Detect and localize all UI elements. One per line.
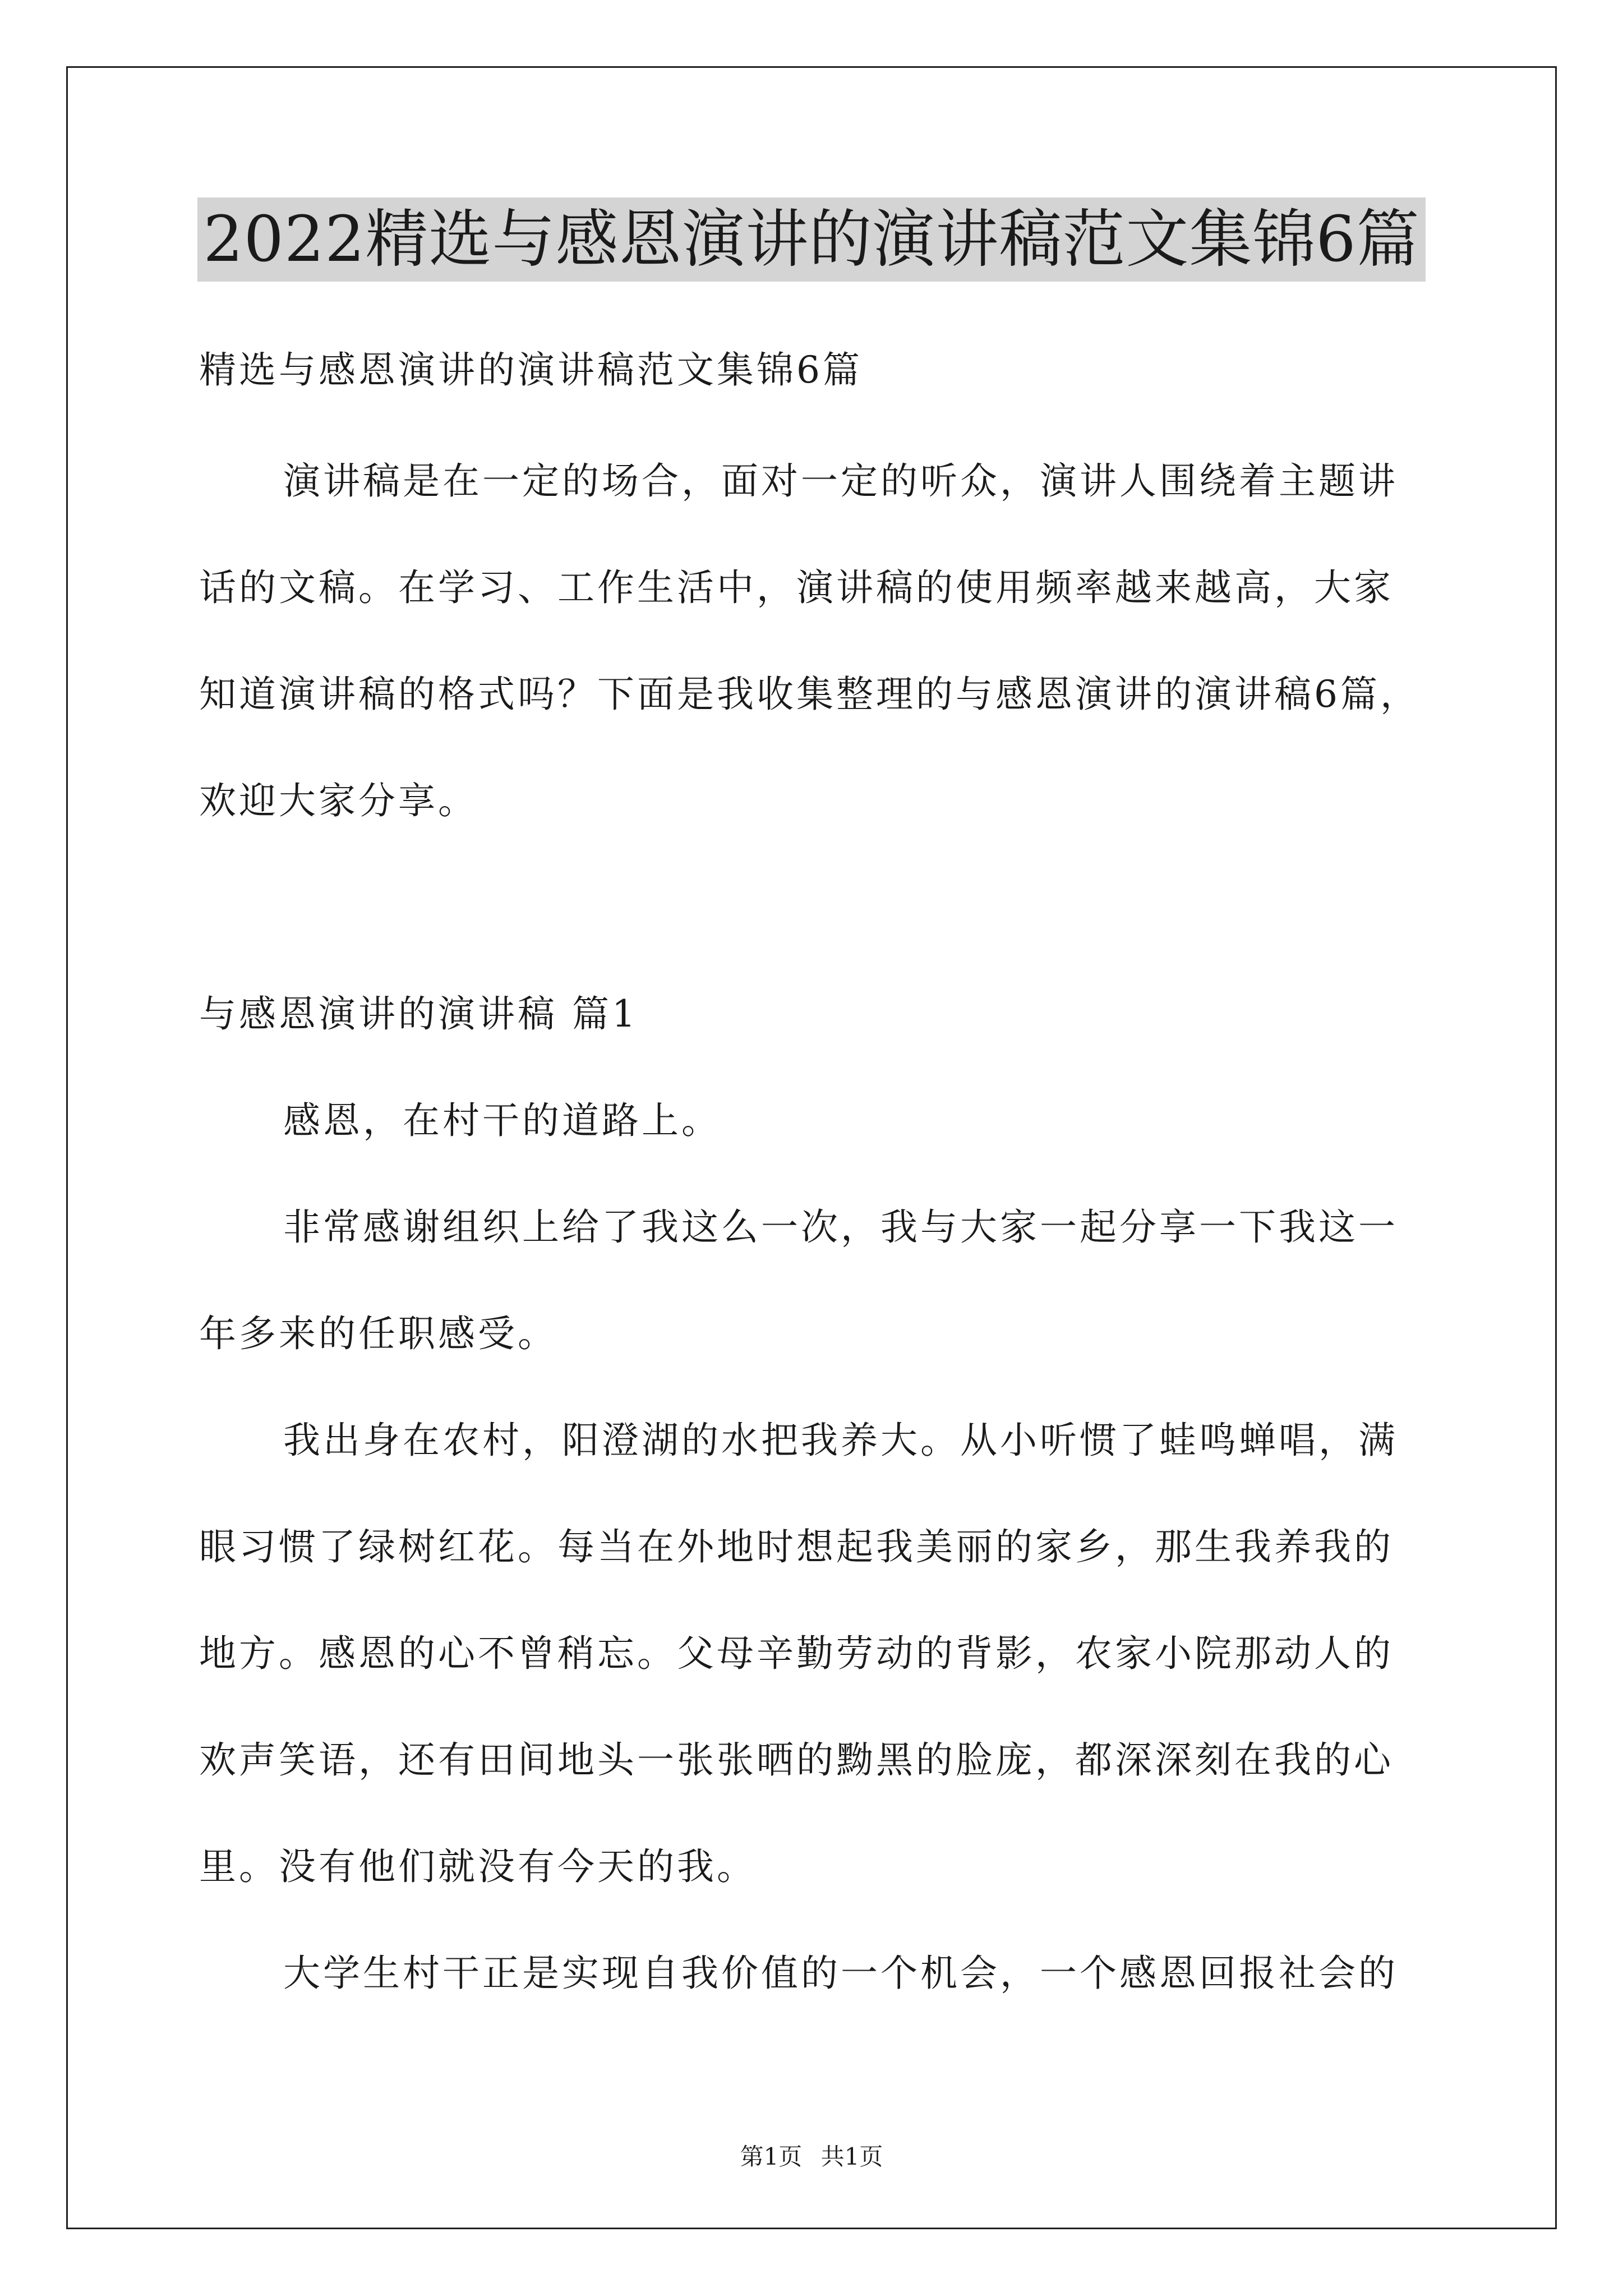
section-heading: 与感恩演讲的演讲稿 篇1 (199, 992, 638, 1036)
page-number-current: 第1页 (740, 2143, 803, 2170)
body-line: 里。没有他们就没有今天的我。 (199, 1845, 757, 1888)
body-line: 欢声笑语，还有田间地头一张张晒的黝黑的脸庞，都深深刻在我的心 (199, 1738, 1394, 1782)
body-line: 感恩，在村干的道路上。 (283, 1099, 721, 1142)
document-title: 2022精选与感恩演讲的演讲稿范文集锦6篇 (197, 197, 1425, 282)
body-line: 年多来的任职感受。 (199, 1312, 557, 1355)
title-container (0, 197, 1623, 282)
intro-line: 话的文稿。在学习、工作生活中，演讲稿的使用频率越来越高，大家 (199, 566, 1394, 609)
intro-line: 演讲稿是在一定的场合，面对一定的听众，演讲人围绕着主题讲 (283, 459, 1398, 503)
intro-line: 欢迎大家分享。 (199, 779, 478, 822)
body-line: 眼习惯了绿树红花。每当在外地时想起我美丽的家乡，那生我养我的 (199, 1525, 1394, 1568)
body-line: 我出身在农村，阳澄湖的水把我养大。从小听惯了蛙鸣蝉唱，满 (283, 1419, 1398, 1462)
body-line: 大学生村干正是实现自我价值的一个机会，一个感恩回报社会的 (283, 1952, 1398, 1995)
body-line: 非常感谢组织上给了我这么一次，我与大家一起分享一下我这一 (283, 1205, 1398, 1249)
intro-line: 知道演讲稿的格式吗？下面是我收集整理的与感恩演讲的演讲稿6篇， (199, 673, 1420, 716)
page-footer (0, 2143, 1623, 2171)
body-line: 地方。感恩的心不曾稍忘。父母辛勤劳动的背影，农家小院那动人的 (199, 1632, 1394, 1675)
document-subtitle: 精选与感恩演讲的演讲稿范文集锦6篇 (199, 348, 863, 392)
page-number-total: 共1页 (820, 2143, 883, 2170)
